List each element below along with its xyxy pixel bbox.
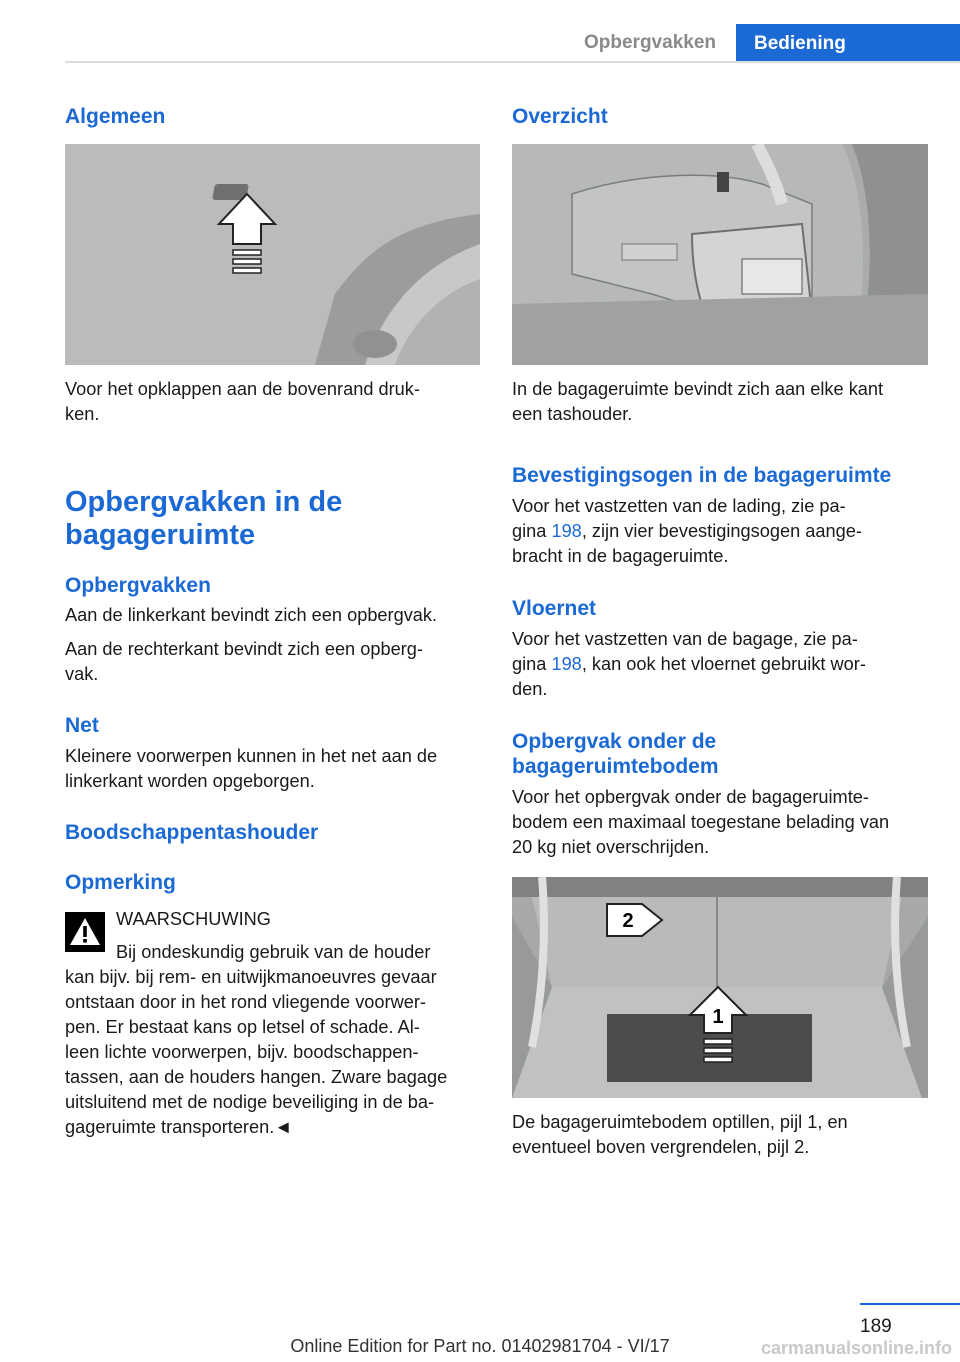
heading-bodem-2: bagageruimtebodem: [512, 755, 719, 778]
warning-line-1: Bij ondeskundig gebruik van de houder: [116, 942, 431, 962]
text-vloer-3: den.: [512, 679, 548, 699]
text-tashouder-1: In de bagageruimte bevindt zich aan elke kant: [512, 379, 884, 399]
page-link-198-vloer[interactable]: 198: [551, 654, 582, 674]
page-link-198-ogen[interactable]: 198: [551, 521, 582, 541]
warning-triangle-icon: [65, 912, 105, 952]
text-ogen-1: Voor het vastzetten van de lading, zie pa-: [512, 496, 846, 516]
trunk-floor-illustration: [512, 877, 928, 1098]
warning-line-3: ontstaan door in het rond vliegende voorwer-: [65, 992, 426, 1012]
heading-net: Net: [65, 714, 99, 737]
text-tashouder-2: een tashouder.: [512, 404, 633, 424]
text-bodem-3: 20 kg niet overschrijden.: [512, 837, 710, 857]
arrow-label-1: 1: [712, 1006, 724, 1028]
warning-line-8: gageruimte transporteren.◄: [65, 1117, 293, 1137]
heading-vloernet: Vloernet: [512, 597, 597, 620]
watermark: carmanualsonline.info: [760, 1338, 952, 1358]
text-ogen-2: [512, 519, 862, 544]
heading-boodschappentashouder: Boodschappentashouder: [65, 821, 319, 844]
header-chapter-tab[interactable]: Bediening: [736, 24, 960, 63]
warning-title: WAARSCHUWING: [116, 909, 271, 929]
text-rechts-2: vak.: [65, 664, 99, 684]
trunk-side-illustration: [512, 144, 928, 365]
caption-headliner-line1: Voor het opklappen aan de bovenrand druk-: [65, 379, 420, 399]
text-bodem-1: Voor het opbergvak onder de bagageruimte-: [512, 787, 869, 807]
text-pijl-2: eventueel boven vergrendelen, pijl 2.: [512, 1137, 810, 1157]
text-pijl-1: De bagageruimtebodem optillen, pijl 1, en: [512, 1112, 848, 1132]
text-ogen-2b: , zijn vier bevestigingsogen aange-: [581, 521, 862, 541]
heading-opmerking: Opmerking: [65, 871, 176, 894]
header-rule: [65, 61, 960, 63]
heading-algemeen: Algemeen: [65, 105, 166, 128]
warning-line-4: pen. Er bestaat kans op letsel of schade. Al-: [65, 1017, 420, 1037]
header-section-tab[interactable]: Opbergvakken: [584, 31, 716, 53]
text-vloer-2a: gina: [512, 654, 552, 674]
text-net-2: linkerkant worden opgeborgen.: [65, 771, 315, 791]
text-vloer-2: [512, 652, 866, 677]
warning-line-6: tassen, aan de houders hangen. Zware bagage: [65, 1067, 448, 1087]
warning-line-5: leen lichte voorwerpen, bijv. boodschappen-: [65, 1042, 419, 1062]
heading-main-line1: Opbergvakken in de: [65, 486, 343, 518]
heading-main-line2: bagageruimte: [65, 519, 256, 551]
text-rechts-1: Aan de rechterkant bevindt zich een opberg-: [65, 639, 423, 659]
headliner-illustration: [65, 144, 480, 365]
page-number-rule: [860, 1303, 960, 1305]
arrow-label-2: 2: [622, 910, 634, 932]
text-net-1: Kleinere voorwerpen kunnen in het net aan de: [65, 746, 438, 766]
heading-bodem-1: Opbergvak onder de: [512, 730, 717, 753]
text-vloer-1: Voor het vastzetten van de bagage, zie pa-: [512, 629, 858, 649]
text-ogen-2a: gina: [512, 521, 552, 541]
text-vloer-2b: , kan ook het vloernet gebruikt wor-: [581, 654, 866, 674]
heading-overzicht: Overzicht: [512, 105, 608, 128]
warning-line-7: uitsluitend met de nodige beveiliging in de ba-: [65, 1092, 435, 1112]
caption-headliner-line2: ken.: [65, 404, 100, 424]
warning-line-2: kan bijv. bij rem- en uitwijkmanoeuvres gevaar: [65, 967, 437, 987]
text-ogen-3: bracht in de bagageruimte.: [512, 546, 729, 566]
heading-opbergvakken: Opbergvakken: [65, 574, 211, 597]
edition-footer: Online Edition for Part no. 01402981704 - VI/17: [290, 1336, 670, 1356]
heading-bevestigingsogen: Bevestigingsogen in de bagageruimte: [512, 464, 892, 487]
text-links: Aan de linkerkant bevindt zich een opbergvak.: [65, 605, 438, 625]
page-number: 189: [860, 1316, 892, 1337]
text-bodem-2: bodem een maximaal toegestane belading van: [512, 812, 890, 832]
